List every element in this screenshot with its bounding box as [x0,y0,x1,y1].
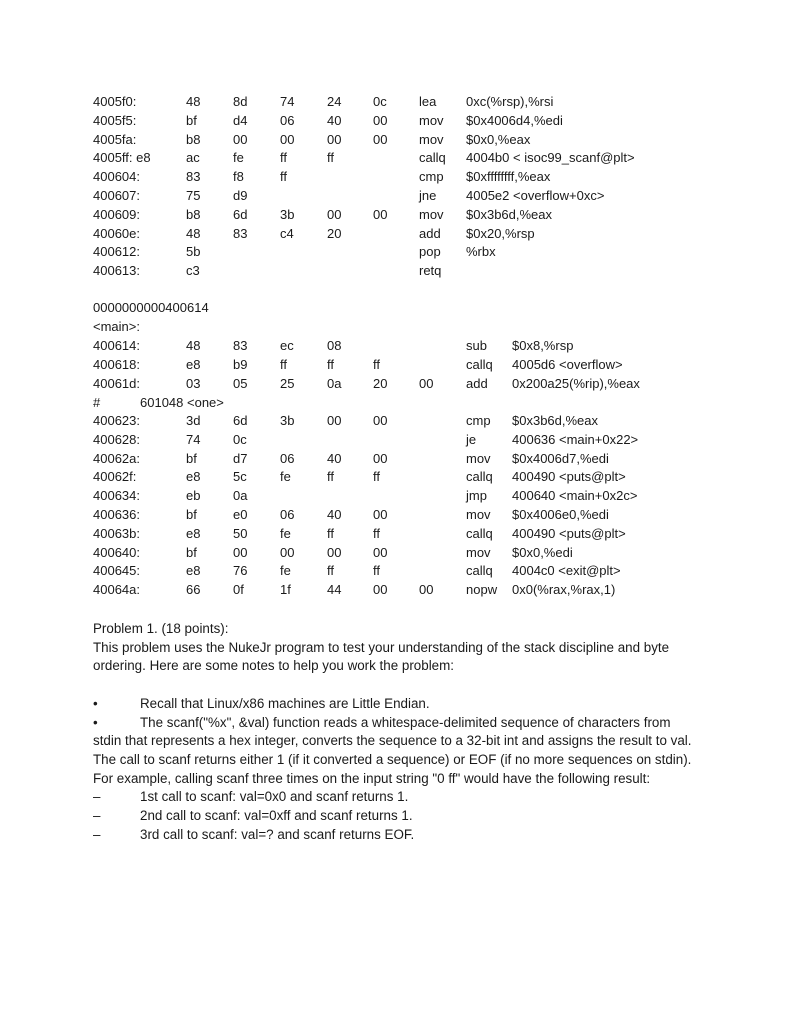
instruction-address: 4005fa: [93,131,137,147]
instruction-operands: $0x4006d4,%edi [466,112,563,128]
instruction-row [0,168,791,186]
instruction-byte: c3 [186,263,200,279]
instruction-byte: 0a [327,375,342,391]
instruction-byte: 5b [186,244,201,260]
instruction-byte: 40 [327,450,342,466]
dash-mark: – [93,789,101,805]
instruction-byte: ff [327,469,334,485]
instruction-byte: 3b [280,206,295,222]
instruction-row [0,468,791,486]
instruction-row [0,149,791,167]
instruction-mnemonic: je [466,431,477,447]
instruction-byte: 24 [327,94,342,109]
dash-mark: – [93,808,101,824]
instruction-operands: 4005e2 <overflow+0xc> [466,188,605,203]
problem-heading: Problem 1. (18 points): [93,621,229,636]
instruction-byte: ff [373,563,380,579]
instruction-byte: 00 [373,507,388,522]
bullet-item-endian [93,695,693,714]
instruction-address: 400604: [93,169,140,185]
instruction-byte: 00 [327,413,342,428]
instruction-byte: 66 [186,582,201,598]
bullet-mark: • [93,714,98,730]
bullet-mark: • [93,695,98,711]
instruction-byte: ff [327,356,334,372]
instruction-byte: d7 [233,450,248,466]
instruction-mnemonic: callq [466,563,493,579]
instruction-operands: $0xffffffff,%eax [466,169,551,185]
instruction-byte: e0 [233,507,248,522]
instruction-address: 400623: [93,413,140,428]
instruction-address: 4005f0: [93,94,137,109]
instruction-byte: 00 [280,131,295,147]
instruction-mnemonic: callq [466,525,493,541]
instruction-row [0,525,791,543]
instruction-row [0,412,791,430]
instruction-byte: 8d [233,94,248,109]
instruction-byte: 06 [280,450,295,466]
instruction-byte: 6d [233,206,248,222]
instruction-address: 40060e: [93,225,140,241]
instruction-byte: 40 [327,112,342,128]
instruction-address: 400612: [93,244,140,260]
instruction-mnemonic: mov [466,544,491,560]
instruction-mnemonic: pop [419,244,441,260]
instruction-mnemonic: mov [466,507,491,522]
instruction-mnemonic: callq [419,150,446,166]
instruction-row [0,131,791,149]
instruction-byte: e8 [186,525,201,541]
instruction-byte: 74 [186,431,201,447]
instruction-address: 40063b: [93,525,140,541]
instruction-byte: 1f [280,582,291,598]
instruction-mnemonic: mov [419,131,444,147]
instruction-row [0,544,791,562]
instruction-operands: 0x200a25(%rip),%eax [512,375,640,391]
instruction-byte: 00 [373,413,388,428]
bullet-item-scanf [93,714,693,770]
dash-mark: – [93,826,101,842]
instruction-row [0,112,791,130]
instruction-mnemonic: mov [419,206,444,222]
instruction-operands: 4005d6 <overflow> [512,356,623,372]
instruction-row [0,225,791,243]
instruction-byte: 83 [233,338,248,353]
instruction-address: 400634: [93,488,140,504]
instruction-operands: %rbx [466,244,496,260]
instruction-mnemonic: retq [419,263,442,279]
instruction-operands: 400490 <puts@plt> [512,525,626,541]
instruction-byte: 0c [373,94,387,109]
instruction-byte: 00 [373,112,388,128]
instruction-address: 400607: [93,188,140,203]
instruction-operands: 400640 <main+0x2c> [512,488,638,504]
instruction-byte: fe [280,525,291,541]
instruction-byte: ff [373,525,380,541]
instruction-address: 4005ff: e8 [93,150,151,166]
dash-text: 3rd call to scanf: val=? and scanf returns EOF. [140,826,415,842]
instruction-byte: 06 [280,112,295,128]
instruction-mnemonic: add [466,375,488,391]
instruction-address: 40064a: [93,582,140,598]
instruction-address: 400645: [93,563,140,579]
instruction-byte: 20 [327,225,342,241]
instruction-byte: 00 [373,582,388,598]
instruction-byte: 05 [233,375,248,391]
instruction-operands: $0x3b6d,%eax [466,206,553,222]
instruction-byte: 6d [233,413,248,428]
instruction-operands: $0x8,%rsp [512,338,574,353]
instruction-row [0,581,791,599]
instruction-byte: 48 [186,338,201,353]
instruction-byte: 83 [186,169,201,185]
instruction-byte: 5c [233,469,247,485]
instruction-row [0,262,791,280]
instruction-byte: ec [280,338,294,353]
instruction-byte: e8 [186,356,201,372]
instruction-byte: 00 [280,544,295,560]
instruction-mnemonic: add [419,225,441,241]
instruction-byte: ff [327,563,334,579]
instruction-address: 400614: [93,338,140,353]
problem-intro: This problem uses the NukeJr program to test your understanding of the stack discipline and byte ordering. Here are some notes to help you work the problem: [93,639,670,674]
instruction-byte: 40 [327,507,342,522]
instruction-byte: 3d [186,413,201,428]
instruction-mnemonic: jmp [466,488,487,504]
instruction-byte: 00 [327,131,342,147]
instruction-byte: 08 [327,338,342,353]
instruction-byte: 00 [233,131,248,147]
instruction-row [0,431,791,449]
instruction-byte: 75 [186,188,201,203]
instruction-byte: e8 [186,563,201,579]
instruction-row [0,506,791,524]
instruction-address: 40061d: [93,375,140,391]
instruction-byte: eb [186,488,201,504]
instruction-byte: f8 [233,169,244,185]
instruction-byte: 06 [280,507,295,522]
instruction-byte: fe [280,469,291,485]
comment-hash: # [93,395,101,410]
instruction-byte: 00 [233,544,248,560]
instruction-operands: $0x20,%rsp [466,225,535,241]
symbol-address: 0000000000400614 [93,300,209,315]
instruction-operands: $0x3b6d,%eax [512,413,599,428]
instruction-byte: 00 [327,544,342,560]
instruction-byte: 00 [327,206,342,222]
instruction-operands: 400636 <main+0x22> [512,431,639,447]
instruction-mnemonic: callq [466,469,493,485]
instruction-byte: b9 [233,356,248,372]
instruction-byte: e8 [186,469,201,485]
instruction-byte: bf [186,507,197,522]
instruction-address: 40062a: [93,450,140,466]
instruction-address: 400609: [93,206,140,222]
instruction-row [0,487,791,505]
instruction-byte: ff [280,169,287,185]
instruction-byte: 25 [280,375,295,391]
instruction-byte: ff [327,150,334,166]
comment-text: 601048 <one> [140,395,224,410]
instruction-operands: $0x0,%edi [512,544,573,560]
instruction-byte: 48 [186,94,201,109]
instruction-operands: 0x0(%rax,%rax,1) [512,582,616,598]
instruction-byte: fe [233,150,244,166]
instruction-row [0,206,791,224]
instruction-row [0,243,791,261]
instruction-byte: ff [280,356,287,372]
instruction-address: 40062f: [93,469,137,485]
instruction-row [0,356,791,374]
instruction-row [0,337,791,355]
instruction-byte: 48 [186,225,201,241]
instruction-byte: 83 [233,225,248,241]
instruction-operands: $0x0,%eax [466,131,531,147]
instruction-address: 400636: [93,507,140,522]
instruction-operands: 4004c0 <exit@plt> [512,563,621,579]
instruction-byte: 03 [186,375,201,391]
instruction-operands: 4004b0 < isoc99_scanf@plt> [466,150,635,166]
instruction-byte: ff [373,469,380,485]
dash-item-3 [93,826,693,845]
symbol-name: <main>: [93,319,140,334]
instruction-byte: bf [186,544,197,560]
instruction-byte: 74 [280,94,295,109]
instruction-mnemonic: callq [466,356,493,372]
instruction-byte: bf [186,112,197,128]
instruction-byte: 00 [373,206,388,222]
instruction-address: 400618: [93,356,140,372]
problem-text [93,620,693,844]
instruction-byte: 0a [233,488,248,504]
instruction-address: 400640: [93,544,140,560]
bullet-text: The scanf("%x", &val) function reads a whitespace-delimited sequence of characters from stdin that represents a hex integer, converts the sequence to a 32-bit int and assigns the result to val. The call to scanf returns either 1 (if it converted a sequence) or EOF (if no more sequences on stdin). [93,714,692,767]
instruction-byte: fe [280,563,291,579]
instruction-byte: 00 [419,375,434,391]
instruction-byte: bf [186,450,197,466]
instruction-mnemonic: sub [466,338,487,353]
dash-item-2 [93,807,693,826]
instruction-byte: 00 [373,131,388,147]
instruction-byte: ff [327,525,334,541]
instruction-address: 400628: [93,431,140,447]
instruction-address: 400613: [93,263,140,279]
instruction-byte: 00 [373,450,388,466]
dash-item-1 [93,788,693,807]
instruction-byte: 00 [419,582,434,598]
instruction-byte: d4 [233,112,248,128]
instruction-byte: 50 [233,525,248,541]
instruction-byte: b8 [186,131,201,147]
instruction-mnemonic: cmp [419,169,444,185]
instruction-mnemonic: jne [419,188,437,203]
instruction-operands: 400490 <puts@plt> [512,469,626,485]
instruction-byte: 3b [280,413,295,428]
instruction-row [0,562,791,580]
instruction-mnemonic: nopw [466,582,498,598]
instruction-row [0,375,791,393]
instruction-byte: 76 [233,563,248,579]
instruction-row [0,93,791,111]
instruction-mnemonic: cmp [466,413,491,428]
dash-text: 2nd call to scanf: val=0xff and scanf returns 1. [140,808,413,824]
instruction-mnemonic: lea [419,94,437,109]
dash-text: 1st call to scanf: val=0x0 and scanf returns 1. [140,789,409,805]
instruction-byte: b8 [186,206,201,222]
instruction-byte: 0c [233,431,247,447]
example-text: For example, calling scanf three times on the input string "0 ff" would have the following result: [93,770,651,786]
instruction-operands: $0x4006d7,%edi [512,450,609,466]
instruction-byte: 44 [327,582,342,598]
instruction-byte: 20 [373,375,388,391]
instruction-row [0,450,791,468]
instruction-mnemonic: mov [419,112,444,128]
instruction-byte: ac [186,150,200,166]
instruction-operands: 0xc(%rsp),%rsi [466,94,554,109]
instruction-row [0,187,791,205]
instruction-byte: 00 [373,544,388,560]
instruction-byte: 0f [233,582,244,598]
instruction-address: 4005f5: [93,112,137,128]
instruction-byte: d9 [233,188,248,203]
instruction-operands: $0x4006e0,%edi [512,507,609,522]
instruction-byte: ff [280,150,287,166]
instruction-mnemonic: mov [466,450,491,466]
bullet-text: Recall that Linux/x86 machines are Little Endian. [140,695,430,711]
instruction-byte: ff [373,356,380,372]
instruction-byte: c4 [280,225,294,241]
